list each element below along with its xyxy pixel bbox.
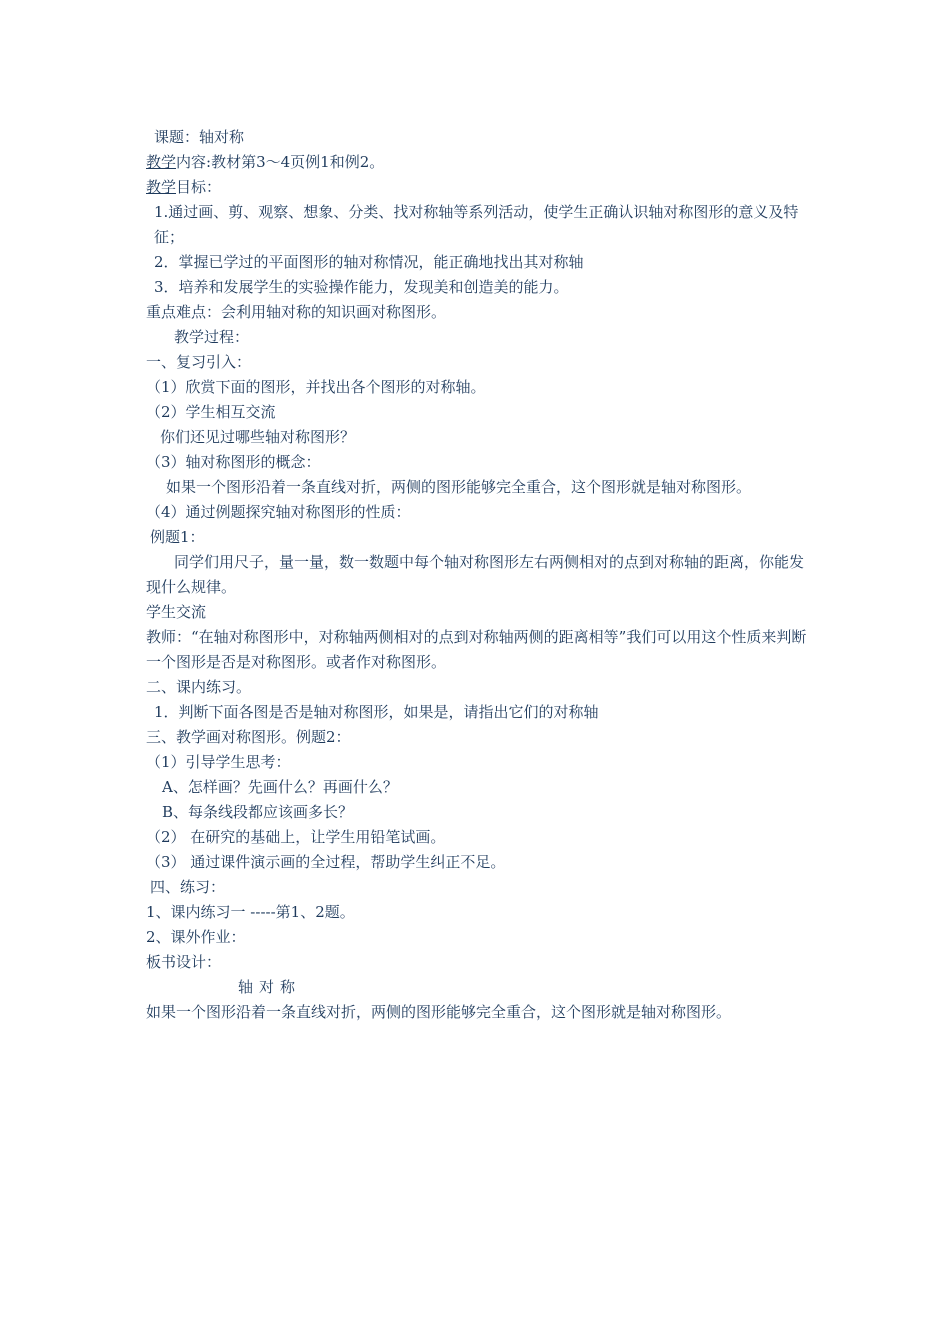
section-1-item-3: （3）轴对称图形的概念：: [146, 453, 321, 471]
process-title: 教学过程：: [174, 328, 250, 346]
section-1-item-1: （1）欣赏下面的图形，并找出各个图形的对称轴。: [146, 378, 486, 396]
lesson-topic: 课题：轴对称: [154, 128, 245, 146]
example-1-text: 同学们用尺子，量一量，数一数题中每个轴对称图形左右两侧相对的点到对称轴的距离，你能发现什么规律。: [146, 553, 805, 596]
section-4-title: 四、练习：: [150, 878, 226, 896]
teaching-goals-text: 目标：: [176, 178, 222, 196]
section-1-question: 你们还见过哪些轴对称图形？: [160, 428, 356, 446]
teaching-content-label: 教学: [146, 153, 177, 171]
section-3-item-1: （1）引导学生思考：: [146, 753, 291, 771]
goal-item-2: 2．掌握已学过的平面图形的轴对称情况，能正确地找出其对称轴: [154, 253, 584, 271]
goal-item-3: 3．培养和发展学生的实验操作能力，发现美和创造美的能力。: [154, 278, 569, 296]
teacher-remark: 教师：“在轴对称图形中，对称轴两侧相对的点到对称轴两侧的距离相等”我们可以用这个性质来判断一个图形是否是对称图形。或者作对称图形。: [146, 628, 807, 671]
section-3-item-1a: A、怎样画？先画什么？再画什么？: [162, 778, 398, 796]
section-4-item-1: 1、课内练习一 -----第1、2题。: [146, 903, 355, 921]
axis-symmetry-definition: 如果一个图形沿着一条直线对折，两侧的图形能够完全重合，这个图形就是轴对称图形。: [166, 478, 752, 496]
section-1-item-4: （4）通过例题探究轴对称图形的性质：: [146, 503, 411, 521]
section-4-item-2: 2、课外作业：: [146, 928, 246, 946]
section-3-item-3: （3） 通过课件演示画的全过程，帮助学生纠正不足。: [146, 853, 506, 871]
teaching-content-line: [146, 150, 816, 175]
section-2-title: 二、课内练习。: [146, 678, 252, 696]
section-3-title: 三、教学画对称图形。例题2：: [146, 728, 351, 746]
board-heading: 轴对称: [238, 978, 302, 996]
section-1-item-2: （2）学生相互交流: [146, 403, 276, 421]
student-exchange: 学生交流: [146, 603, 207, 621]
board-definition: 如果一个图形沿着一条直线对折，两侧的图形能够完全重合，这个图形就是轴对称图形。: [146, 1003, 732, 1021]
section-1-title: 一、复习引入：: [146, 353, 252, 371]
board-design-title: 板书设计：: [146, 953, 222, 971]
teaching-content-text: 内容:教材第3～4页例1和例2。: [176, 153, 385, 171]
teaching-goals-line: [146, 175, 816, 200]
section-3-item-2: （2） 在研究的基础上，让学生用铅笔试画。: [146, 828, 446, 846]
key-points: 重点难点：会利用轴对称的知识画对称图形。: [146, 303, 447, 321]
teaching-goals-label: 教学: [146, 178, 177, 196]
goal-item-1: 1.通过画、剪、观察、想象、分类、找对称轴等系列活动，使学生正确认识轴对称图形的意义及特征；: [154, 203, 799, 246]
example-1-label: 例题1：: [150, 528, 205, 546]
section-3-item-1b: B、每条线段都应该画多长？: [162, 803, 354, 821]
lesson-plan-document: [146, 125, 816, 1025]
section-2-item-1: 1．判断下面各图是否是轴对称图形，如果是，请指出它们的对称轴: [154, 703, 599, 721]
